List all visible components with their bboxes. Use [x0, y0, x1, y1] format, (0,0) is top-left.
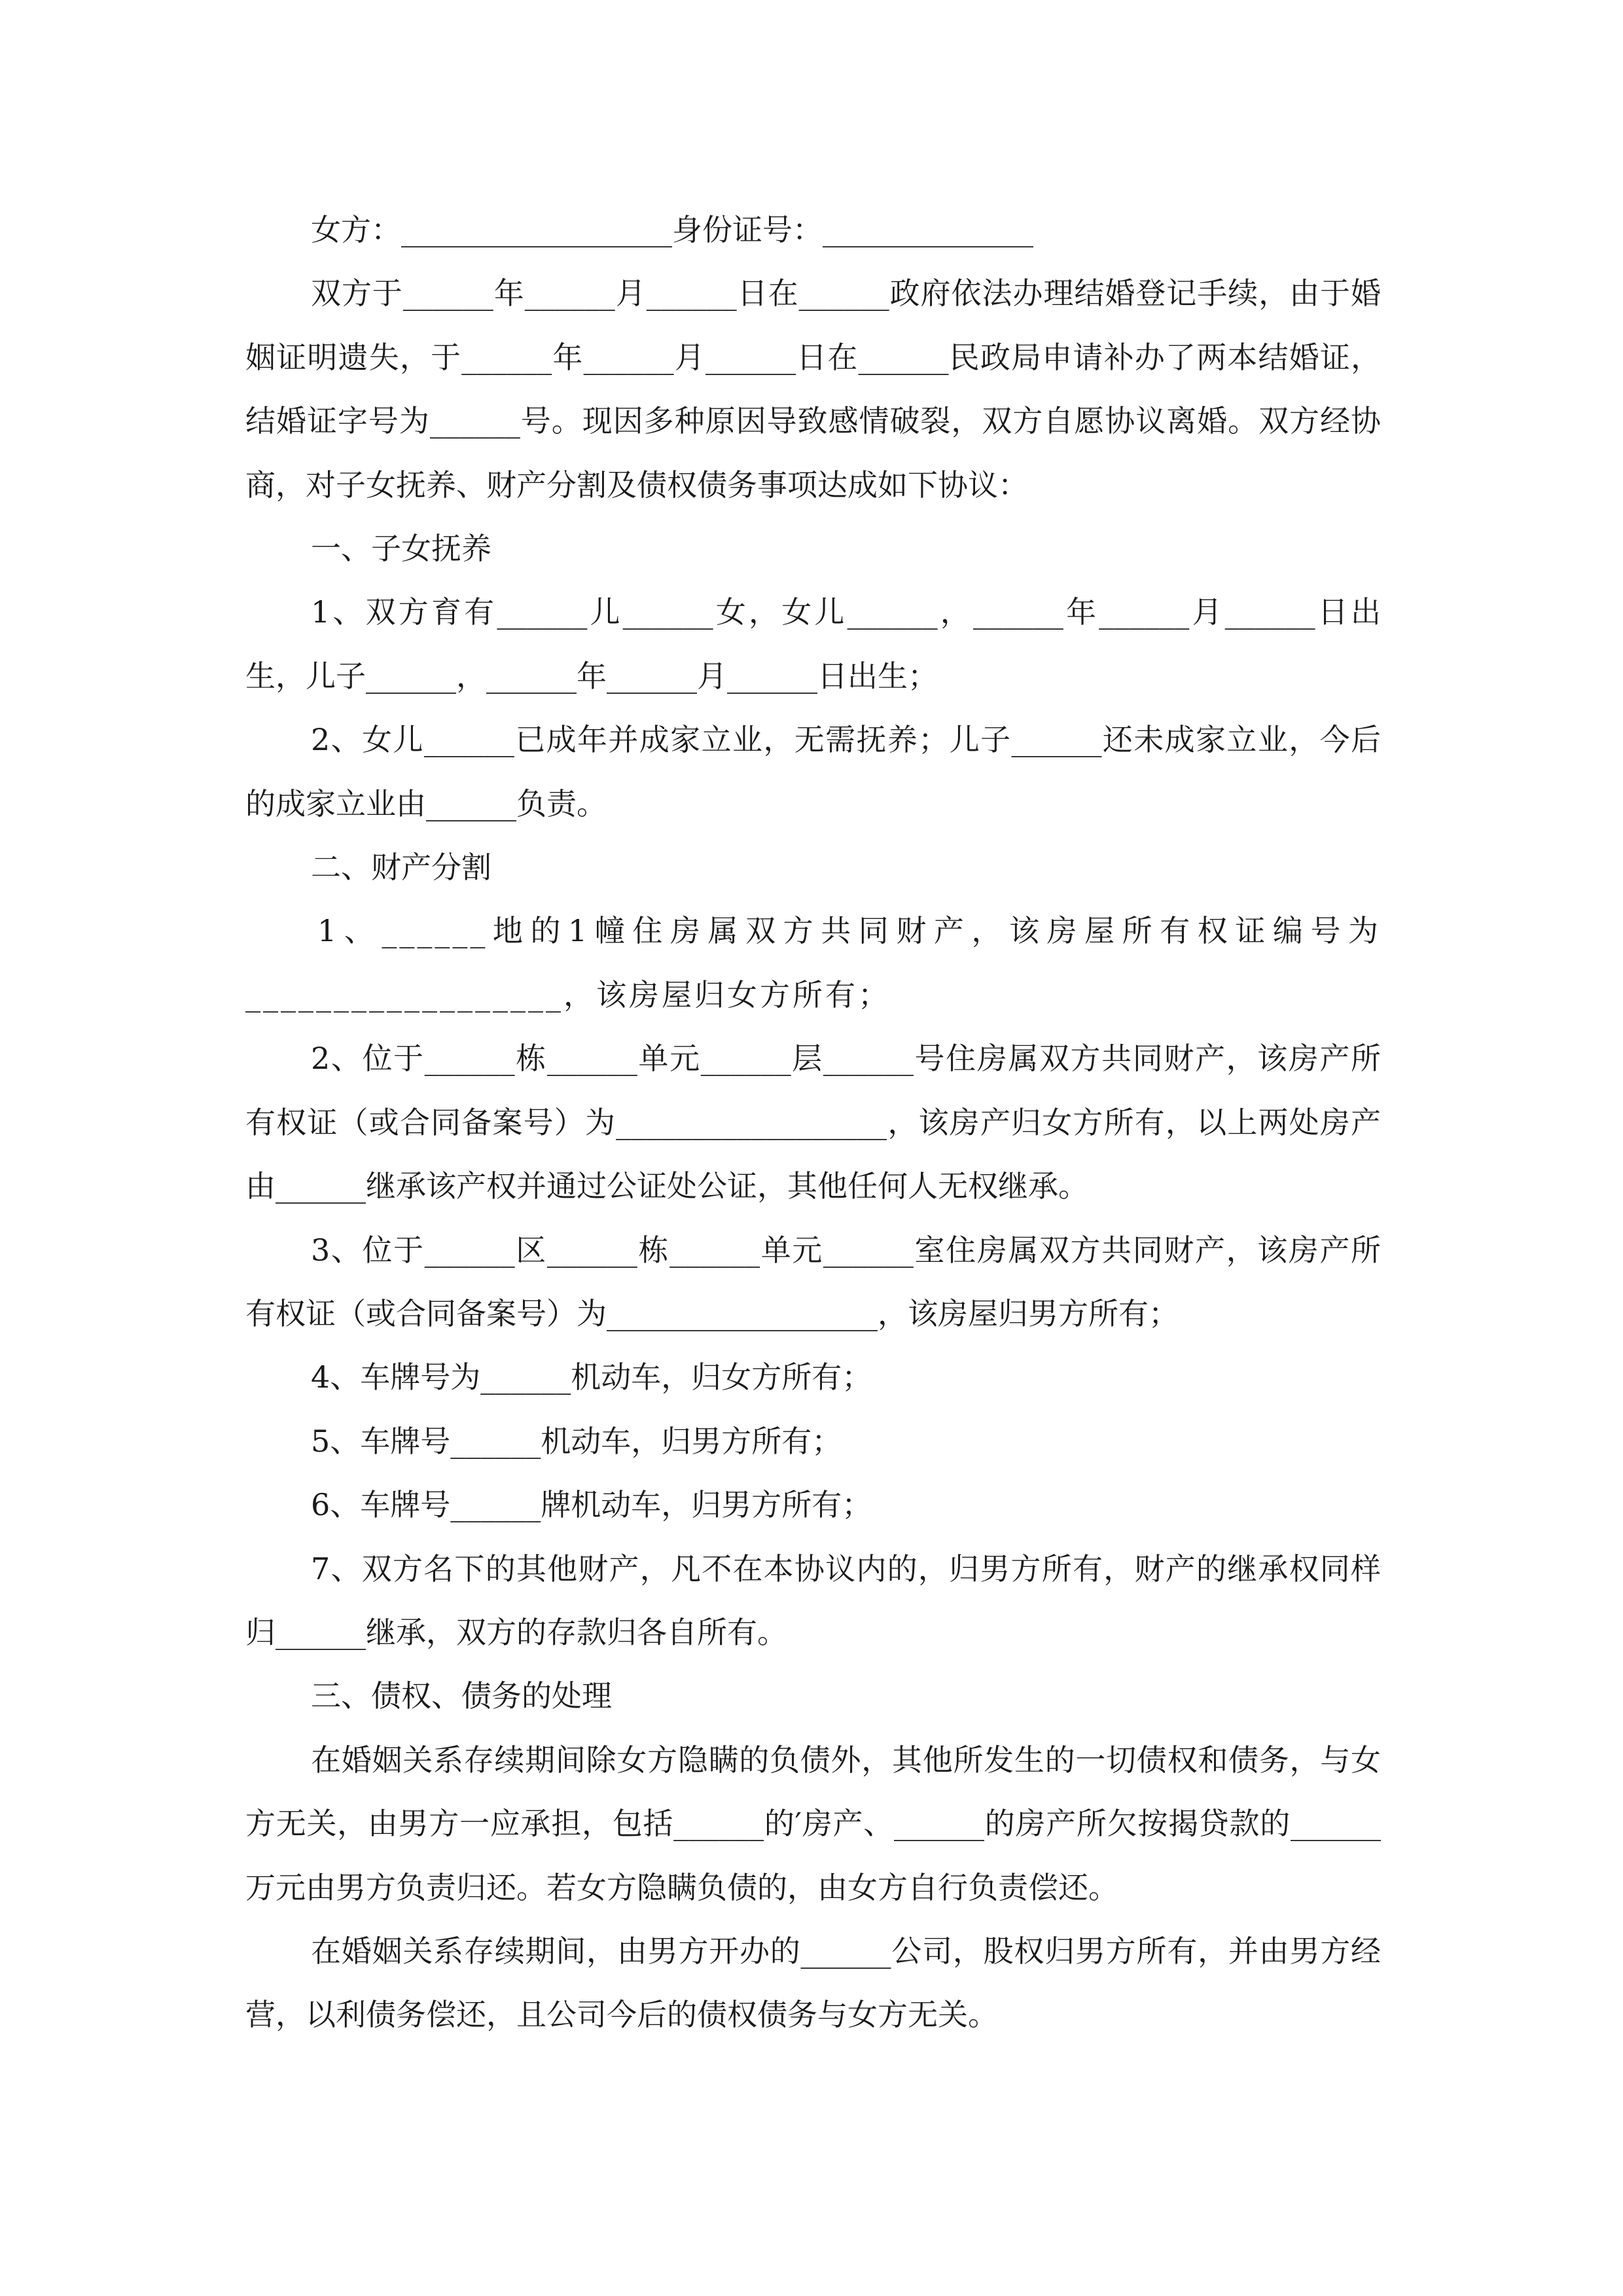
property-clause-2: 2、位于______栋______单元______层______号住房属双方共同财产，该房产所有权证（或合同备案号）为__________________，该房产归女方所有，以上两处房产由______继承该产权并通过公证处公证，其他任何人无权继承。 — [245, 1041, 1381, 1204]
section-heading-child-support: 一、子女抚养 — [311, 531, 491, 567]
marriage-registration-paragraph: 双方于______年______月______日在______政府依法办理结婚登记手续，由于婚姻证明遗失，于______年______月______日在______民政局申请补办了两本结婚证，结婚证字号为______号。现因多种原因导致感情破裂，双方自愿协议离婚。双方经协商，对子女抚养、财产分割及债权债务事项达成如下协议： — [245, 276, 1381, 503]
agreement-body — [245, 198, 1381, 2047]
property-clause-3: 3、位于______区______栋______单元______室住房属双方共同财产，该房产所有权证（或合同备案号）为__________________，该房屋归男方所有； — [245, 1232, 1381, 1331]
child-clause-2: 2、女儿______已成年并成家立业，无需抚养；儿子______还未成家立业，今后的成家立业由______负责。 — [245, 722, 1381, 821]
child-clause-1: 1、双方育有______儿______女，女儿______，______年______月______日出生，儿子______，______年______月______日出生； — [245, 594, 1381, 694]
debt-clause-1: 在婚姻关系存续期间除女方隐瞒的负债外，其他所发生的一切债权和债务，与女方无关，由男方一应承担，包括______的′房产、______的房产所欠按揭贷款的______万元由男方负责归还。若女方隐瞒负债的，由女方自行负责偿还。 — [245, 1742, 1381, 1905]
section-heading-property-division: 二、财产分割 — [311, 850, 491, 886]
section-heading-debts: 三、债权、债务的处理 — [311, 1678, 612, 1714]
property-clause-6: 6、车牌号______牌机动车，归男方所有； — [311, 1487, 872, 1523]
property-clause-4: 4、车牌号为______机动车，归女方所有； — [311, 1359, 872, 1395]
debt-clause-2: 在婚姻关系存续期间，由男方开办的______公司，股权归男方所有，并由男方经营，以利债务偿还，且公司今后的债权债务与女方无关。 — [245, 1933, 1381, 2033]
female-party-line: 女方：__________________身份证号：______________ — [311, 212, 1033, 247]
property-clause-7: 7、双方名下的其他财产，凡不在本协议内的，归男方所有，财产的继承权同样归______继承，双方的存款归各自所有。 — [245, 1551, 1381, 1650]
property-clause-1: 1、______地的1幢住房属双方共同财产，该房屋所有权证编号为__________________，该房屋归女方所有； — [245, 913, 1381, 1013]
property-clause-5: 5、车牌号______机动车，归男方所有； — [311, 1423, 842, 1459]
